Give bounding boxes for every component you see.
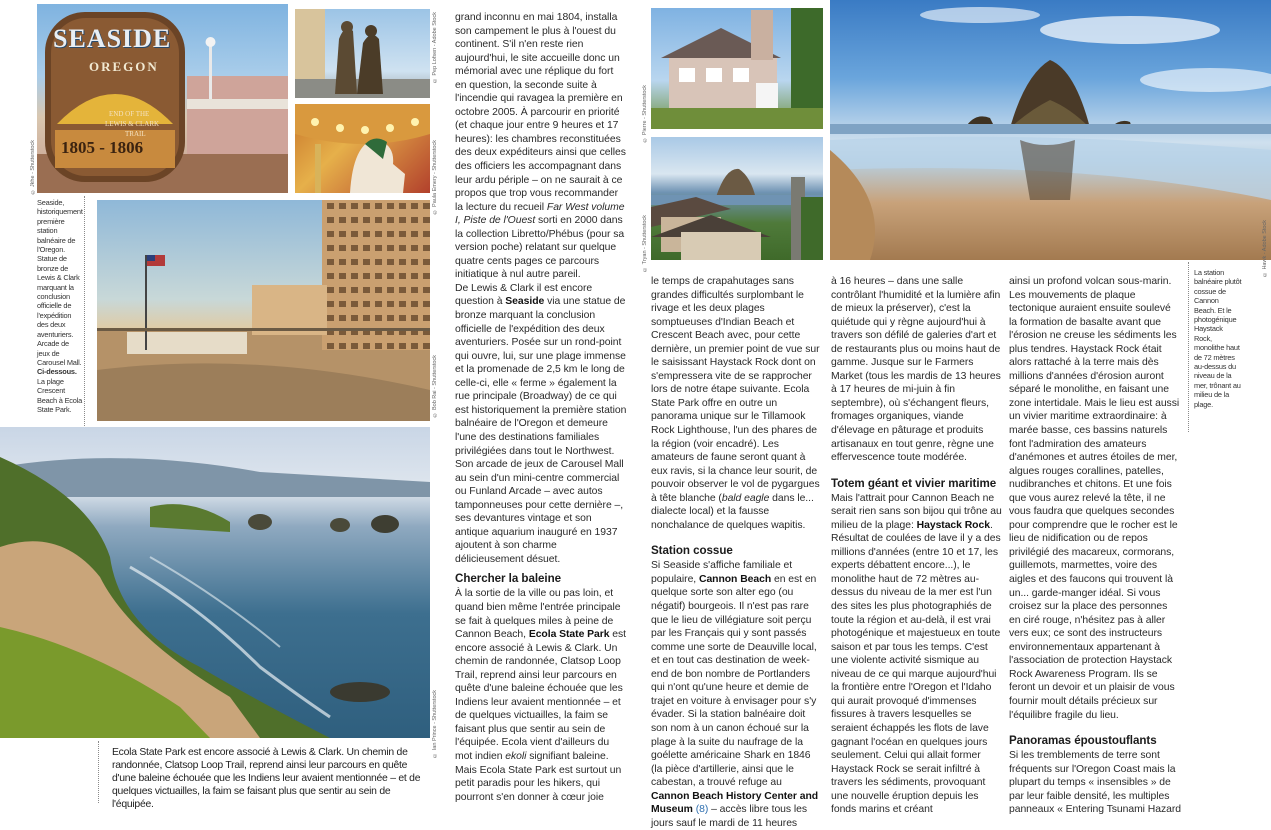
text: en est en quelque sorte son alter ego (ou négatif) bourgeois. Il n'est pas rare que le lieu de villégiature soit perçu par les Français qui y sont passés comme une sorte de Deauville local, et en tout cas destination de week-end de bon nombre de Portlanders qui n'ont qu'une heure et demie de trajet en voiture à envisager pour s'y évader. Si la station balnéaire doit son nom à un canon échoué sur la plage à la suite du naufrage de la goélette américaine Shark en 1846 (la pièce d'artillerie, ainsi que le cabestan, a trouvé refuge au [651, 573, 817, 789]
cannon-beach-town-photo [651, 137, 823, 260]
caption-divider [98, 741, 99, 803]
section-heading: Chercher la baleine [455, 572, 562, 586]
caption-text: Trail, reprend ainsi leur parcours en quête d'une baleine échouée que les Indiens leur avaient mentionnée – et de quelques victuailles, la faim se faisant plus que sentir au sein de l'équipée. [112, 760, 421, 810]
photo-credit: © Hawk - Adobe Stock [1262, 220, 1268, 278]
article-column-2 [651, 275, 823, 830]
text: grand inconnu en mai 1804, installa son campement le plus à l'ouest du continent. S'il n'en reste rien aujourd'hui, le site accueille donc un mémorial avec une réplique du fort en question, la seconde suite à l'incendie qui ravagea la première en octobre 2005. À parcourir en priorité (et chaque jour entre 9 heures et 17 heures): les chambres reconstituées des deux expéditeurs ainsi que celles des officiers les accompagnant dans leur ardu périple – on ne saurait à ce propos que trop vous recommander la lecture du recueil [455, 12, 626, 213]
photo-credit: © Paula Emery - Shutterstock [432, 140, 438, 215]
paragraph: à 16 heures – dans une salle contrôlant l'humidité et la lumière afin de mieux la préserver), c'est la quiétude qui y règne aujourd'hui à travers son défilé de galeries d'art et de restaurants plus ou moins haut de gamme. Jusque sur le Farmers Market (tous les mardis de 13 heures à 17 heures de mi-juin à fin septembre), où s'échangent fleurs, fromages organiques, viande d'élevage en pâturage et produits artisanaux en tout genre, règne une effervescence toute modérée. [831, 276, 1001, 464]
sign-small-text-2: LEWIS & CLARK [105, 120, 160, 128]
text: dans le... dialecte local) et la fausse nonchalance de quelques wapitis. [651, 492, 814, 531]
sign-small-text-1: END OF THE [109, 110, 150, 118]
haystack-rock-photo [830, 0, 1271, 260]
ecola-coast-photo [0, 427, 430, 738]
section-heading: Panoramas époustouflants [1009, 734, 1157, 748]
photo-credit: © Tryan - Shutterstock [642, 215, 648, 272]
caption-bold: Ecola State Park est encore associé à Lewis & Clark. Un chemin de randonnée, Clatsop Loop [112, 747, 408, 771]
article-column-3 [831, 275, 1003, 817]
photo-credit: © Pierre - Shutterstock [642, 85, 648, 143]
text: via une statue de bronze marquant la conclusion officielle de l'expédition des deux aventuriers. Posée sur un rond-point qui ouvre, lui, sur une plage immense et la promenade de 2,5 km le long de celle-ci, elle « ferme » également la rue principale (Broadway) de ce qui est historiquement la première station balnéaire de l'Oregon et demeure l'une des destinations familiales privilégiées dans tout le Northwest. Son arcade de jeux de Carousel Mall au sein d'un mini-centre commercial ou Funland Arcade – avec autos tamponneuses pour cette dernière –, ses devantures vintage et son antique aquarium inauguré en 1937 ajoutent à son charme délicieusement désuet. [455, 296, 627, 565]
promenade-photo [97, 200, 430, 421]
paragraph [651, 559, 823, 830]
caption-divider [84, 196, 85, 426]
paragraph [831, 492, 1003, 817]
text: Mais l'attrait pour Cannon Beach ne serait rien sans son bijou qui trône au milieu de la plage: [831, 492, 1002, 531]
italic-text: bald eagle [721, 492, 770, 504]
text: . Résultat de coulées de lave il y a des millions d'années (entre 10 et 17, les experts débattent encore...), le monolithe haut de 72 mètres au-dessus du niveau de la mer est l'un des sites les plus photographiés de toute la région et au-delà, il est vrai photogénique et majestueux en toute saison et par tous les temps. C'est une violente activité sismique au niveau de ce qui marque aujourd'hui la frontière entre l'Oregon et l'Idaho qui aurait provoqué d'immenses fissures à travers lesquelles se seraient échappés les flots de lave gagnant l'océan en quelques jours seulement. Celui qui allait former Haystack Rock se serait infiltré à travers les sédiments, provoquant une nouvelle éruption depuis les fonds marins et créant [831, 519, 1001, 816]
right-photo-caption: La station balnéaire plutôt cossue de Cannon Beach. Et le photogénique Haystack Rock, monolithe haut de 72 mètres au-dessus du niveau de la mer, trônant au milieu de la plage. [1194, 268, 1242, 409]
section-heading: Station cossue [651, 544, 733, 558]
text: À la sortie de la ville ou pas loin, et quand bien même l'entrée principale se fait à quelques miles à peine de Cannon Beach, [455, 588, 621, 641]
text: – accès libre tous les jours sauf le mardi de 11 heures [651, 804, 808, 829]
bold-text: Cannon Beach History Center and Museum [651, 790, 819, 816]
article-column-4 [1009, 275, 1181, 817]
bottom-photo-caption [112, 746, 432, 811]
caption-bold: Ci-dessous. [37, 367, 77, 377]
sign-small-text-3: TRAIL [125, 130, 146, 138]
text: Si Seaside s'affiche familiale et populaire, [651, 560, 793, 585]
text: De Lewis & Clark il est encore question à [455, 282, 593, 308]
photo-credit: © Bob Rai - Shutterstock [432, 355, 438, 418]
cannon-beach-house-photo [651, 8, 823, 129]
caption-text: Seaside, historiquement première station balnéaire de l'Oregon. Statue de bronze de Lewis & Clark marquant la conclusion officielle de l'expédition des deux aventuriers. Arcade de jeux de Carousel Mall. [37, 198, 83, 367]
paragraph [455, 282, 627, 566]
sign-years-text: 1805 - 1806 [61, 138, 144, 157]
text: signifiant baleine. Mais Ecola State Park est surtout un petit paradis pour les hikers, qui pourront s'en donner à cœur joie [455, 750, 622, 803]
sign-oregon-text: OREGON [89, 59, 159, 74]
text: le temps de crapahutages sans grandes difficultés surplombant le rivage et les deux plages somptueuses d'Indian Beach et Crescent Beach avec, pour cette dernière, un premier point de vue sur le saisissant Haystack Rock dont on s'empressera vite de se rapprocher lors de notre étape suivante. Ecola State Park offre en outre un panorama unique sur le Tillamook Rock Lighthouse, l'un des phares de la région (voir encadré). Les amateurs de faune seront quant à eux ravis, si la chance leur sourit, de pouvoir observer le vol de pygargues à tête blanche ( [651, 276, 820, 504]
photo-credit: © Ian Prince - Shutterstock [432, 690, 438, 758]
text: est encore associé à Lewis & Clark. Un chemin de randonnée, Clatsop Loop Trail, reprend ainsi leur parcours en quête d'une baleine échouée que les Indiens leur avaient mentionnée – et de quelques victuailles, la faim se faisant plus que sentir au sein de l'équipée. Ecola vient d'ailleurs du mot indien [455, 629, 627, 762]
paragraph [455, 587, 627, 804]
italic-text: ekoli [505, 750, 527, 762]
sign-title-text: SEASIDE [53, 24, 172, 53]
statue-photo [295, 9, 430, 98]
text: sorti en 2000 dans la collection Libretto/Phébus (pour sa version poche) relatant sur quelque quatre cents pages ce parcours initiatique à nul autre pareil. [455, 215, 625, 281]
italic-text: Far West volume I, Piste de l'Ouest [455, 201, 625, 227]
paragraph: ainsi un profond volcan sous-marin. Les mouvements de plaque tectonique auraient ensuite soulevé la formation de basalte avant que l'érosion ne creuse les sédiments les plus tendres. Haystack Rock était alors rattaché à la terre mais dès millions d'années d'érosion auront séparé le monolithe, en faisant une zone intertidale. Mais le lieu est aussi un vivier maritime extraordinaire: à marée basse, ces bassins naturels font l'admiration des amateurs d'anémones et autres étoiles de mer, algues rouges corallines, patelles, nudibranches et chitons. Et une fois que vous aurez relevé la tête, il ne vous faudra que quelques secondes pour comprendre que le rocher est le lieu de nidification ou de repos privilégié des macareux, cormorans, guillemots, marmettes, voire des aigles et des faucons qui trouvent là un... garde-manger idéal. Si vous croisez sur la place des personnes en ciré rouge, n'hésitez pas à aller vers eux; ce sont des instructeurs environnementaux appartenant à l'association de protection Haystack Rock Awareness Program. Ils se feront un devoir et un plaisir de vous fournir moult détails précieux sur l'équilibre fragile du lieu. [1009, 276, 1180, 721]
bold-text: Cannon Beach [698, 573, 772, 585]
carousel-photo [295, 104, 430, 193]
section-heading: Totem géant et vivier maritime [831, 476, 997, 490]
left-photo-caption [37, 198, 83, 414]
paragraph [455, 11, 627, 282]
caption-divider [1188, 262, 1189, 432]
map-reference: (8) [695, 804, 709, 816]
bold-text: Haystack Rock [916, 519, 990, 531]
photo-credit: © Pep Lofsen - Adobe Stock [432, 12, 438, 84]
bold-text: Seaside [505, 296, 545, 308]
bold-text: Ecola State Park [528, 629, 610, 641]
paragraph [651, 275, 823, 532]
seaside-sign-photo [37, 4, 288, 193]
article-column-1 [455, 11, 627, 804]
caption-text-2: La plage Crescent Beach à Ecola State Park. [37, 376, 83, 414]
paragraph: Si les tremblements de terre sont fréquents sur l'Oregon Coast mais la plupart du temps « insensibles » de par leur faible densité, les multiples panneaux « Entering Tsunami Hazard [1009, 750, 1181, 816]
photo-credit: © Jkhe - Shutterstock [30, 140, 36, 195]
